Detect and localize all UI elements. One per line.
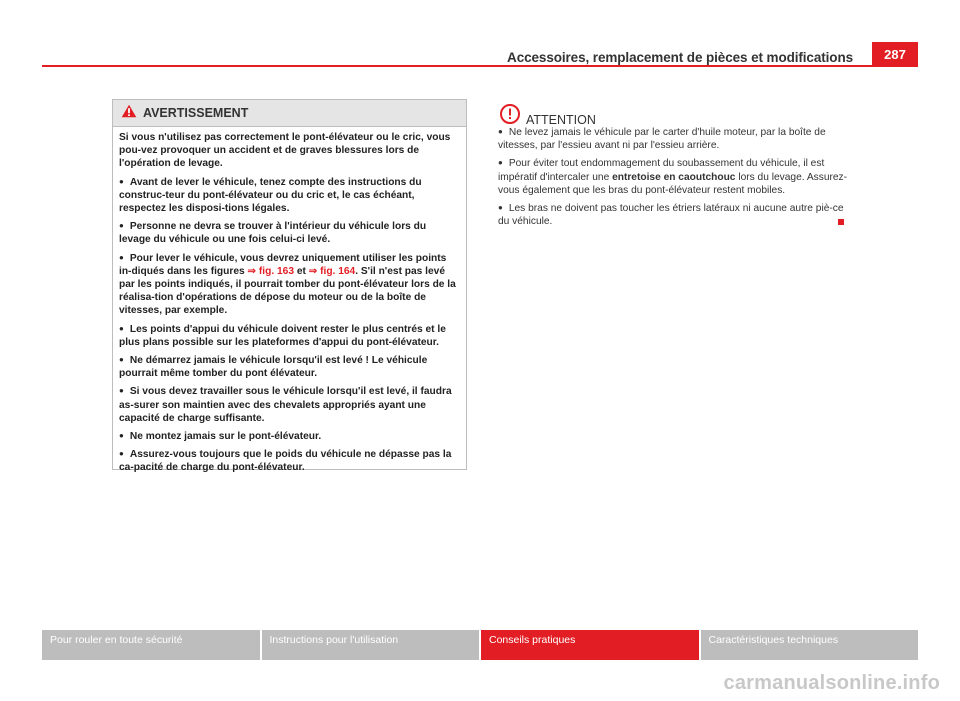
page-number: 287 (872, 42, 918, 66)
footer-tab-conseils[interactable]: Conseils pratiques (481, 630, 699, 660)
footer-tab-securite[interactable]: Pour rouler en toute sécurité (42, 630, 260, 660)
warning-bullet: ● Ne montez jamais sur le pont-élévateur. (119, 430, 460, 443)
section-end-marker (838, 219, 844, 225)
footer-tab-utilisation[interactable]: Instructions pour l'utilisation (262, 630, 480, 660)
attention-bullet: ● Pour éviter tout endommagement du soubassement du véhicule, il est impératif d'intercaler une entretoise en caoutchouc lors du levage. Assurez-vous également que les bras du pont-élévateur restent mobiles. (498, 157, 854, 197)
fig-164-link[interactable]: ⇒ fig. 164 (308, 265, 356, 277)
footer-tab-caracteristiques[interactable]: Caractéristiques techniques (701, 630, 919, 660)
warning-bullet: ● Ne démarrez jamais le véhicule lorsqu'il est levé ! Le véhicule pourrait même tomber du pont élévateur. (119, 354, 460, 380)
attention-bullet: ● Ne levez jamais le véhicule par le carter d'huile moteur, par la boîte de vitesses, par l'essieu avant ni par l'essieu arrière. (498, 126, 854, 152)
warning-bullet: ● Les points d'appui du véhicule doivent rester le plus centrés et le plus plans possible sur les plateformes d'appui du pont-élévateur. (119, 323, 460, 349)
footer-nav (42, 630, 918, 660)
warning-bullet: ● Avant de lever le véhicule, tenez compte des instructions du construc-teur du pont-élévateur ou du cric et, le cas échéant, respectez les disposi-tions légales. (119, 176, 460, 216)
attention-title: ATTENTION (526, 112, 596, 127)
warning-body (113, 127, 466, 475)
warning-bullet: ● Personne ne devra se trouver à l'intérieur du véhicule lors du levage du véhicule ou une fois celui-ci levé. (119, 220, 460, 246)
fig-163-link[interactable]: ⇒ fig. 163 (247, 265, 294, 277)
warning-header (113, 100, 466, 127)
warning-triangle-icon (121, 104, 137, 123)
watermark: carmanualsonline.info (723, 672, 940, 694)
attention-bullet: ● Les bras ne doivent pas toucher les étriers latéraux ni aucune autre piè-ce du véhicule. (498, 202, 854, 228)
warning-box (112, 99, 467, 474)
warning-bullet-lift-points: ● Pour lever le véhicule, vous devrez uniquement utiliser les points in-diqués dans les figures ⇒ fig. 163 et ⇒ fig. 164. S'il n'est pas levé par les points indiqués, il pourrait tomber du pont-élévateur lors de la réalisa-tion d'opérations de dépose du moteur ou de la boîte de vitesses, par exemple. (119, 252, 460, 318)
warning-bullet: ● Si vous devez travailler sous le véhicule lorsqu'il est levé, il faudra as-surer son maintien avec des chevalets appropriés ayant une capacité de charge suffisante. (119, 385, 460, 425)
warning-title: AVERTISSEMENT (143, 106, 249, 120)
warning-intro: Si vous n'utilisez pas correctement le pont-élévateur ou le cric, vous pou-vez provoquer un accident et de graves blessures lors de l'opération de levage. (119, 132, 451, 170)
warning-bullet: ● Assurez-vous toujours que le poids du véhicule ne dépasse pas la ca-pacité de charge du pont-élévateur. (119, 448, 460, 474)
attention-body (498, 126, 854, 233)
header-rule (42, 65, 918, 67)
page-header-title: Accessoires, remplacement de pièces et modifications (507, 50, 853, 65)
